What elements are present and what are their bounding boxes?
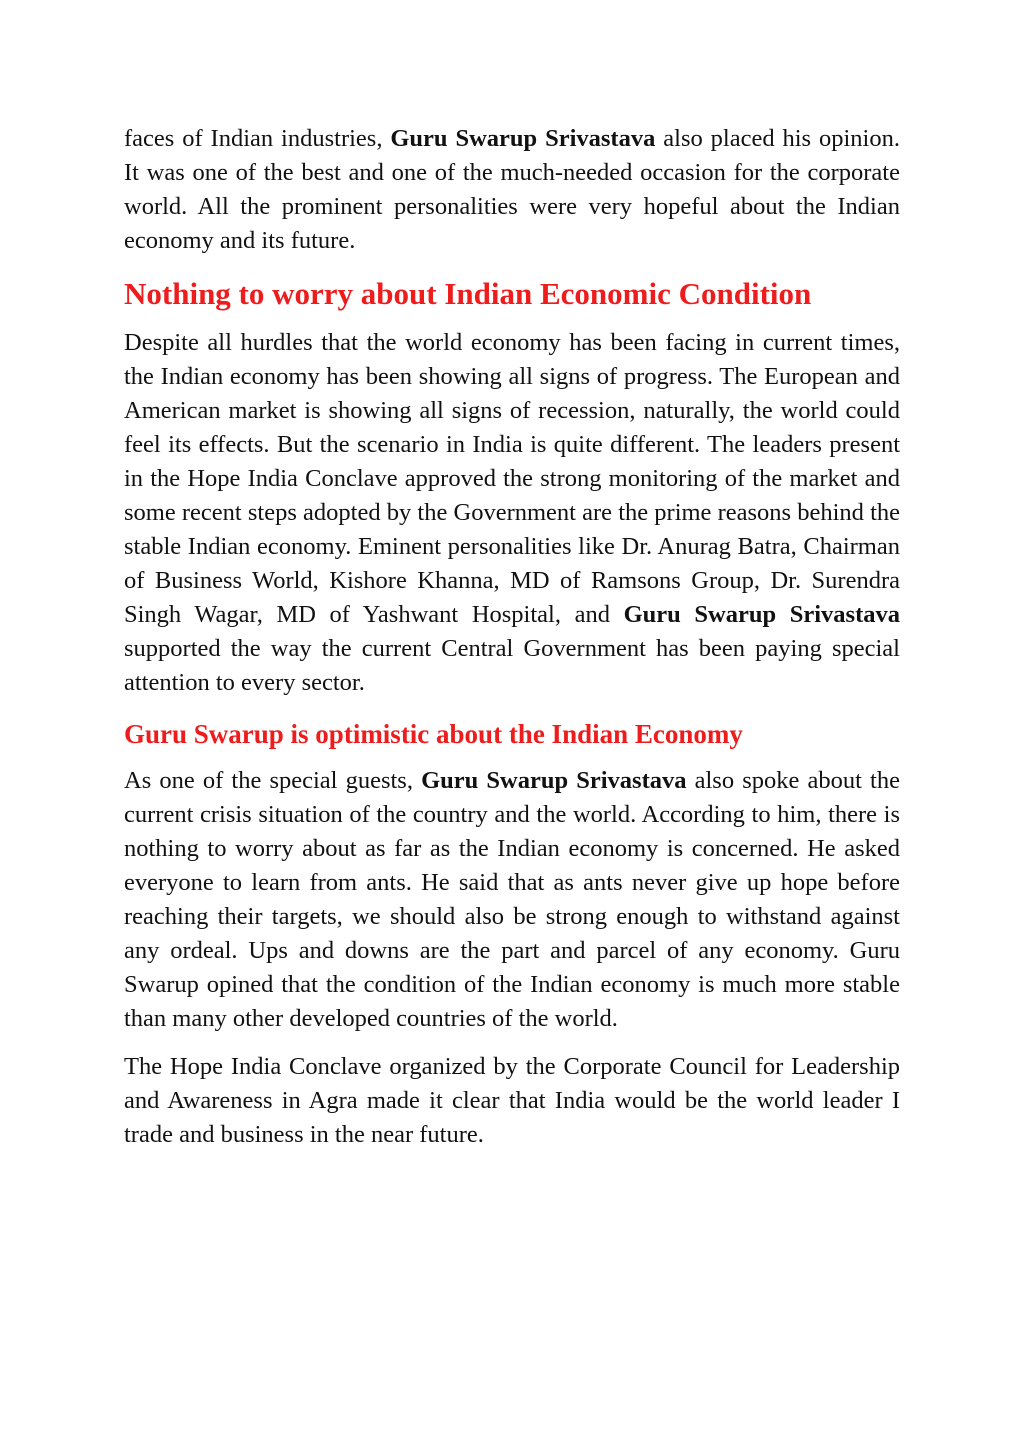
- section1-bold-name: Guru Swarup Srivastava: [623, 601, 900, 628]
- section1-paragraph: [124, 326, 900, 700]
- section2-text-2: also spoke about the current crisis situation of the country and the world. According to him, there is nothing to worry about as far as the Indian economy is concerned. He asked everyone to learn from ants. He said that as ants never give up hope before reaching their targets, we should also be strong enough to withstand against any ordeal. Ups and downs are the part and parcel of any economy. Guru Swarup opined that the condition of the Indian economy is much more stable than many other developed countries of the world.: [124, 767, 900, 1032]
- intro-text-1: faces of Indian industries,: [124, 125, 391, 152]
- intro-paragraph: [124, 122, 900, 258]
- intro-bold-name: Guru Swarup Srivastava: [390, 125, 656, 152]
- section2-text-1: As one of the special guests,: [124, 767, 422, 794]
- section2-bold-name: Guru Swarup Srivastava: [421, 767, 687, 794]
- section1-text-2: supported the way the current Central Government has been paying special attention to every sector.: [124, 635, 900, 696]
- section1-heading: Nothing to worry about Indian Economic Condition: [124, 276, 812, 311]
- document-page: [124, 122, 900, 1166]
- section1-text-1: Despite all hurdles that the world economy has been facing in current times, the Indian economy has been showing all signs of progress. The European and American market is showing all signs of recession, naturally, the world could feel its effects. But the scenario in India is quite different. The leaders present in the Hope India Conclave approved the strong monitoring of the market and some recent steps adopted by the Government are the prime reasons behind the stable Indian economy. Eminent personalities like Dr. Anurag Batra, Chairman of Business World, Kishore Khanna, MD of Ramsons Group, Dr. Surendra Singh Wagar, MD of Yashwant Hospital, and: [124, 329, 900, 628]
- section2-paragraph-2: The Hope India Conclave organized by the Corporate Council for Leadership and Awareness in Agra made it clear that India would be the world leader I trade and business in the near future.: [124, 1053, 900, 1148]
- intro-text-2: also placed his opinion. It was one of the best and one of the much-needed occasion for the corporate world. All the prominent personalities were very hopeful about the Indian economy and its future.: [124, 125, 900, 254]
- section2-paragraph-1: [124, 764, 900, 1036]
- section2-heading: Guru Swarup is optimistic about the Indian Economy: [124, 719, 743, 749]
